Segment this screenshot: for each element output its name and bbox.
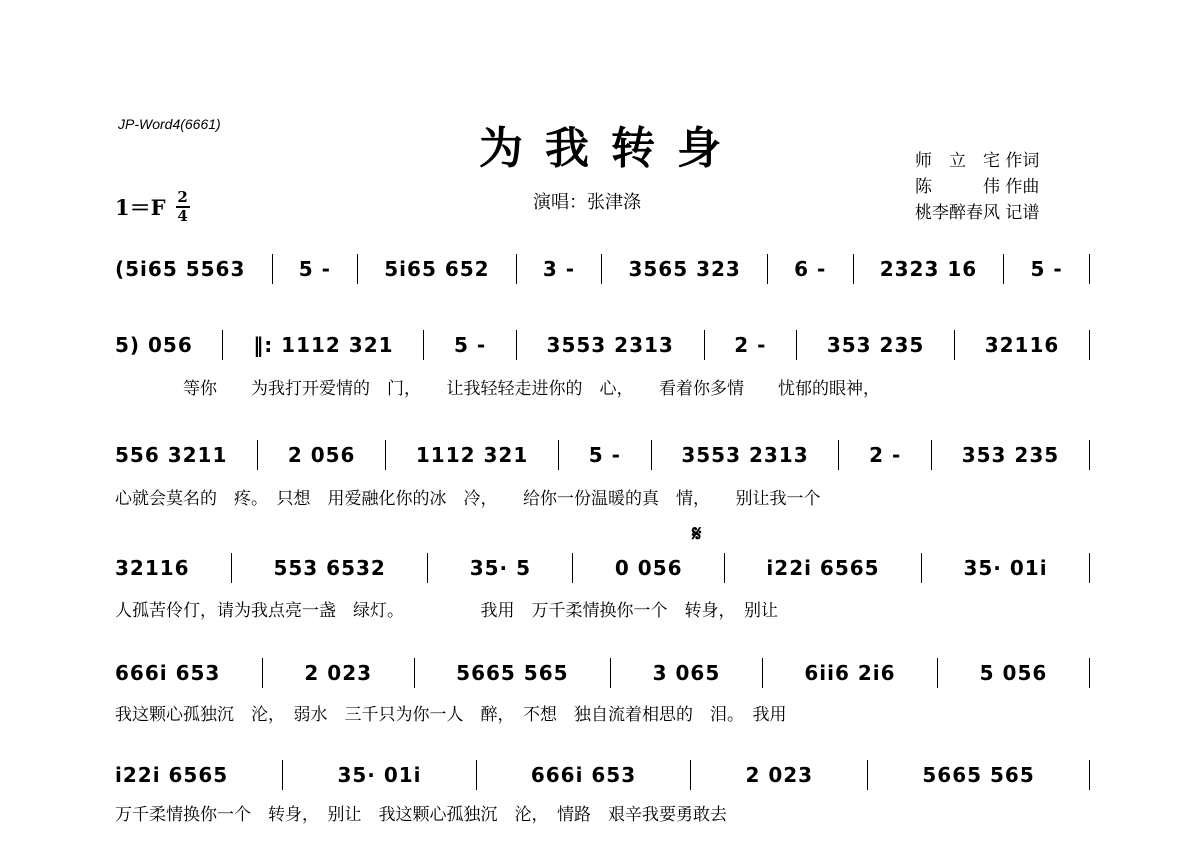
barline bbox=[385, 440, 386, 470]
measure: 2 - bbox=[734, 333, 767, 357]
key-label: 1＝F bbox=[115, 195, 166, 220]
barline bbox=[601, 254, 602, 284]
barline bbox=[516, 254, 517, 284]
barline bbox=[1089, 330, 1090, 360]
time-signature bbox=[176, 190, 190, 224]
measure: 5665 565 bbox=[922, 763, 1035, 787]
measure: 0 056 bbox=[614, 556, 683, 580]
notation-line bbox=[115, 752, 1090, 798]
measure: 556 3211 bbox=[115, 443, 228, 467]
barline bbox=[476, 760, 477, 790]
barline bbox=[558, 440, 559, 470]
barline bbox=[690, 760, 691, 790]
lyric-line: 心就会莫名的 疼。 只想 用爱融化你的冰 冷， 给你一份温暖的真 情， 别让我一个 bbox=[115, 489, 821, 509]
barline bbox=[954, 330, 955, 360]
barline bbox=[231, 553, 232, 583]
measure: i22i 6565 bbox=[766, 556, 880, 580]
lyric-line: 人孤苦伶仃，请为我点亮一盏 绿灯。 我用 万千柔情换你一个 转身， 别让 bbox=[115, 601, 778, 621]
measure: 5 - bbox=[588, 443, 621, 467]
barline bbox=[724, 553, 725, 583]
barline bbox=[1089, 254, 1090, 284]
measure: 6 - bbox=[794, 257, 827, 281]
measure: 3 065 bbox=[652, 661, 721, 685]
barline bbox=[357, 254, 358, 284]
measure: 35· 01i bbox=[337, 763, 422, 787]
measure: 666i 653 bbox=[530, 763, 637, 787]
measure: 35· 01i bbox=[963, 556, 1048, 580]
measure: (5i65 5563 bbox=[115, 257, 246, 281]
notation-line bbox=[115, 246, 1090, 292]
barline bbox=[272, 254, 273, 284]
barline bbox=[853, 254, 854, 284]
measure: 5 - bbox=[453, 333, 487, 357]
segno-sign: 𝄋 bbox=[692, 521, 702, 547]
measure: 5) 056 bbox=[115, 333, 193, 357]
measure: 3553 2313 bbox=[546, 333, 674, 357]
barline bbox=[423, 330, 424, 360]
barline bbox=[762, 658, 763, 688]
meter-bottom: 4 bbox=[177, 207, 188, 225]
measure: 35· 5 bbox=[469, 556, 532, 580]
measure: 5665 565 bbox=[456, 661, 569, 685]
measure: 5 - bbox=[298, 257, 331, 281]
software-watermark: JP-Word4(6661) bbox=[118, 116, 221, 132]
measure: ‖: 1112 321 bbox=[253, 333, 394, 357]
measure: 2323 16 bbox=[879, 257, 978, 281]
measure: 353 235 bbox=[961, 443, 1060, 467]
credits-block bbox=[915, 148, 1039, 226]
measure: 2 023 bbox=[745, 763, 814, 787]
barline bbox=[1089, 658, 1090, 688]
measure: 666i 653 bbox=[115, 661, 221, 685]
notation-line bbox=[115, 545, 1090, 591]
measure: 6ii6 2i6 bbox=[804, 661, 896, 685]
measure: 353 235 bbox=[826, 333, 925, 357]
barline bbox=[222, 330, 223, 360]
measure: 553 6532 bbox=[273, 556, 386, 580]
barline bbox=[262, 658, 263, 688]
composer-credit: 陈 伟 作曲 bbox=[915, 177, 1040, 197]
barline bbox=[838, 440, 839, 470]
measure: 2 023 bbox=[304, 661, 373, 685]
barline bbox=[1003, 254, 1004, 284]
singer-credit: 演唱：张津涤 bbox=[533, 192, 641, 213]
barline bbox=[1089, 440, 1090, 470]
measure: 5 056 bbox=[979, 661, 1048, 685]
barline bbox=[427, 553, 428, 583]
measure: 5 - bbox=[1030, 257, 1063, 281]
measure: 5i65 652 bbox=[384, 257, 490, 281]
lyric-line: 我这颗心孤独沉 沦， 弱水 三千只为你一人 醉， 不想 独自流着相思的 泪。 我用 bbox=[115, 705, 787, 725]
barline bbox=[796, 330, 797, 360]
measure: i22i 6565 bbox=[115, 763, 229, 787]
barline bbox=[414, 658, 415, 688]
meter-top: 2 bbox=[177, 188, 188, 206]
barline bbox=[572, 553, 573, 583]
measure: 2 056 bbox=[287, 443, 356, 467]
barline bbox=[610, 658, 611, 688]
measure: 3565 323 bbox=[628, 257, 741, 281]
measure: 1112 321 bbox=[415, 443, 529, 467]
key-signature bbox=[115, 190, 190, 224]
barline bbox=[931, 440, 932, 470]
barline bbox=[921, 553, 922, 583]
notation-line bbox=[115, 322, 1090, 368]
measure: 32116 bbox=[984, 333, 1060, 357]
barline bbox=[937, 658, 938, 688]
barline bbox=[867, 760, 868, 790]
notation-line bbox=[115, 650, 1090, 696]
barline bbox=[257, 440, 258, 470]
barline bbox=[1089, 760, 1090, 790]
barline bbox=[282, 760, 283, 790]
barline bbox=[704, 330, 705, 360]
lyric-line: 等你 为我打开爱情的 门， 让我轻轻走进你的 心， 看着你多情 忧郁的眼神， bbox=[115, 379, 880, 399]
measure: 2 - bbox=[869, 443, 902, 467]
lyricist-credit: 师 立 宅 作词 bbox=[915, 151, 1040, 171]
transcriber-credit: 桃李醉春风 记谱 bbox=[915, 203, 1040, 223]
measure: 32116 bbox=[115, 556, 190, 580]
page-title: 为我转身 bbox=[479, 123, 743, 174]
barline bbox=[767, 254, 768, 284]
barline bbox=[516, 330, 517, 360]
barline bbox=[1089, 553, 1090, 583]
notation-line bbox=[115, 432, 1090, 478]
barline bbox=[651, 440, 652, 470]
lyric-line: 万千柔情换你一个 转身， 别让 我这颗心孤独沉 沦， 情路 艰辛我要勇敢去 bbox=[115, 805, 727, 825]
measure: 3553 2313 bbox=[681, 443, 809, 467]
measure: 3 - bbox=[542, 257, 576, 281]
